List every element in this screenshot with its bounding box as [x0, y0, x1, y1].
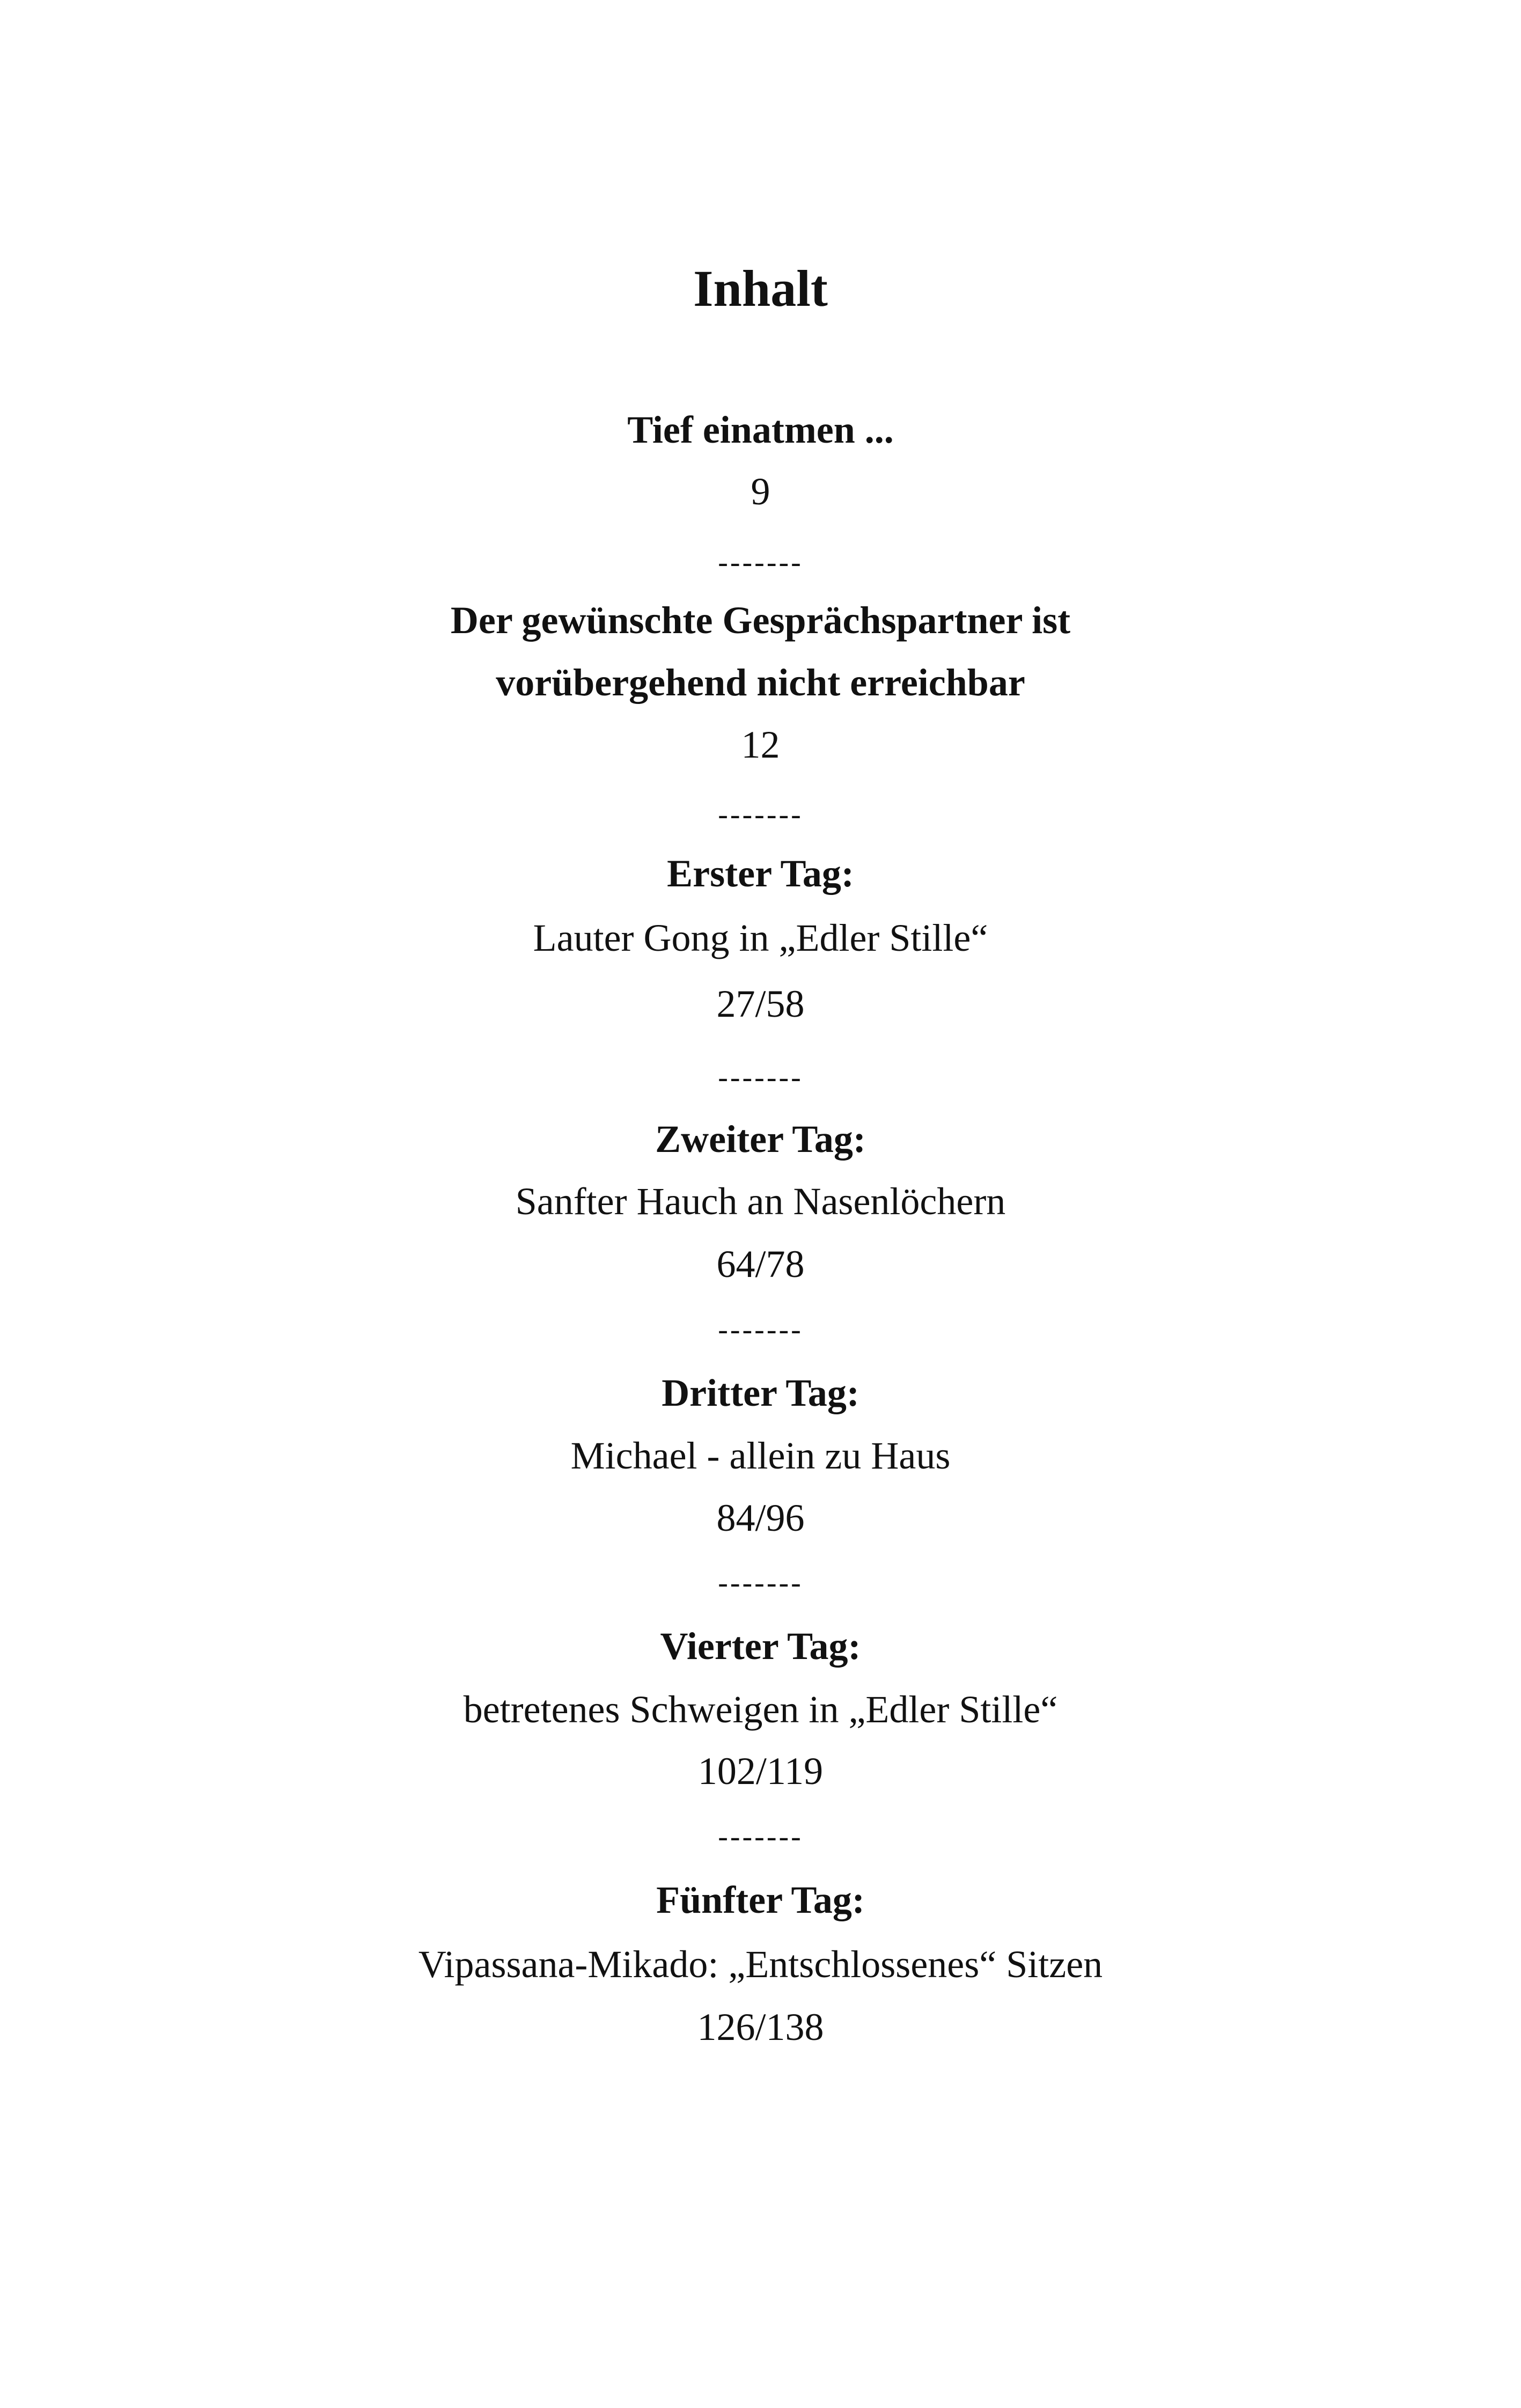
toc-entry-heading: Dritter Tag:	[662, 1371, 859, 1414]
toc-separator: -------	[718, 546, 803, 579]
toc-entry-subtitle: Sanfter Hauch an Nasenlöchern	[515, 1180, 1006, 1223]
toc-separator: -------	[718, 798, 803, 831]
toc-entry-pages: 12	[741, 723, 780, 766]
toc-entry-pages: 84/96	[716, 1496, 805, 1539]
toc-entry-subtitle: Lauter Gong in „Edler Stille“	[533, 916, 988, 959]
toc-entry-subtitle: Vipassana-Mikado: „Entschlossenes“ Sitzen	[418, 1943, 1103, 1986]
toc-entry-pages: 9	[751, 470, 770, 513]
toc-entry-pages: 27/58	[716, 982, 805, 1025]
toc-separator: -------	[718, 1313, 803, 1346]
toc-entry-heading: Fünfter Tag:	[656, 1878, 865, 1921]
toc-entry-pages: 64/78	[716, 1243, 805, 1286]
toc-entry-subtitle: Michael - allein zu Haus	[570, 1434, 951, 1477]
toc-separator: -------	[718, 1566, 803, 1599]
toc-entry-heading: Der gewünschte Gesprächspartner ist	[450, 599, 1071, 642]
toc-entry-subtitle: betretenes Schweigen in „Edler Stille“	[463, 1688, 1058, 1731]
toc-entry-pages: 102/119	[697, 1750, 824, 1793]
toc-entry-pages: 126/138	[697, 2006, 824, 2049]
toc-entry-heading: Zweiter Tag:	[655, 1118, 866, 1161]
toc-entry-heading: vorübergehend nicht erreichbar	[496, 661, 1025, 704]
toc-separator: -------	[718, 1820, 803, 1853]
page-title: Inhalt	[693, 260, 828, 317]
toc-entry-heading: Tief einatmen ...	[627, 408, 894, 451]
toc-entry-heading: Vierter Tag:	[660, 1625, 861, 1668]
toc-separator: -------	[718, 1061, 803, 1094]
toc-entry-heading: Erster Tag:	[667, 852, 854, 895]
